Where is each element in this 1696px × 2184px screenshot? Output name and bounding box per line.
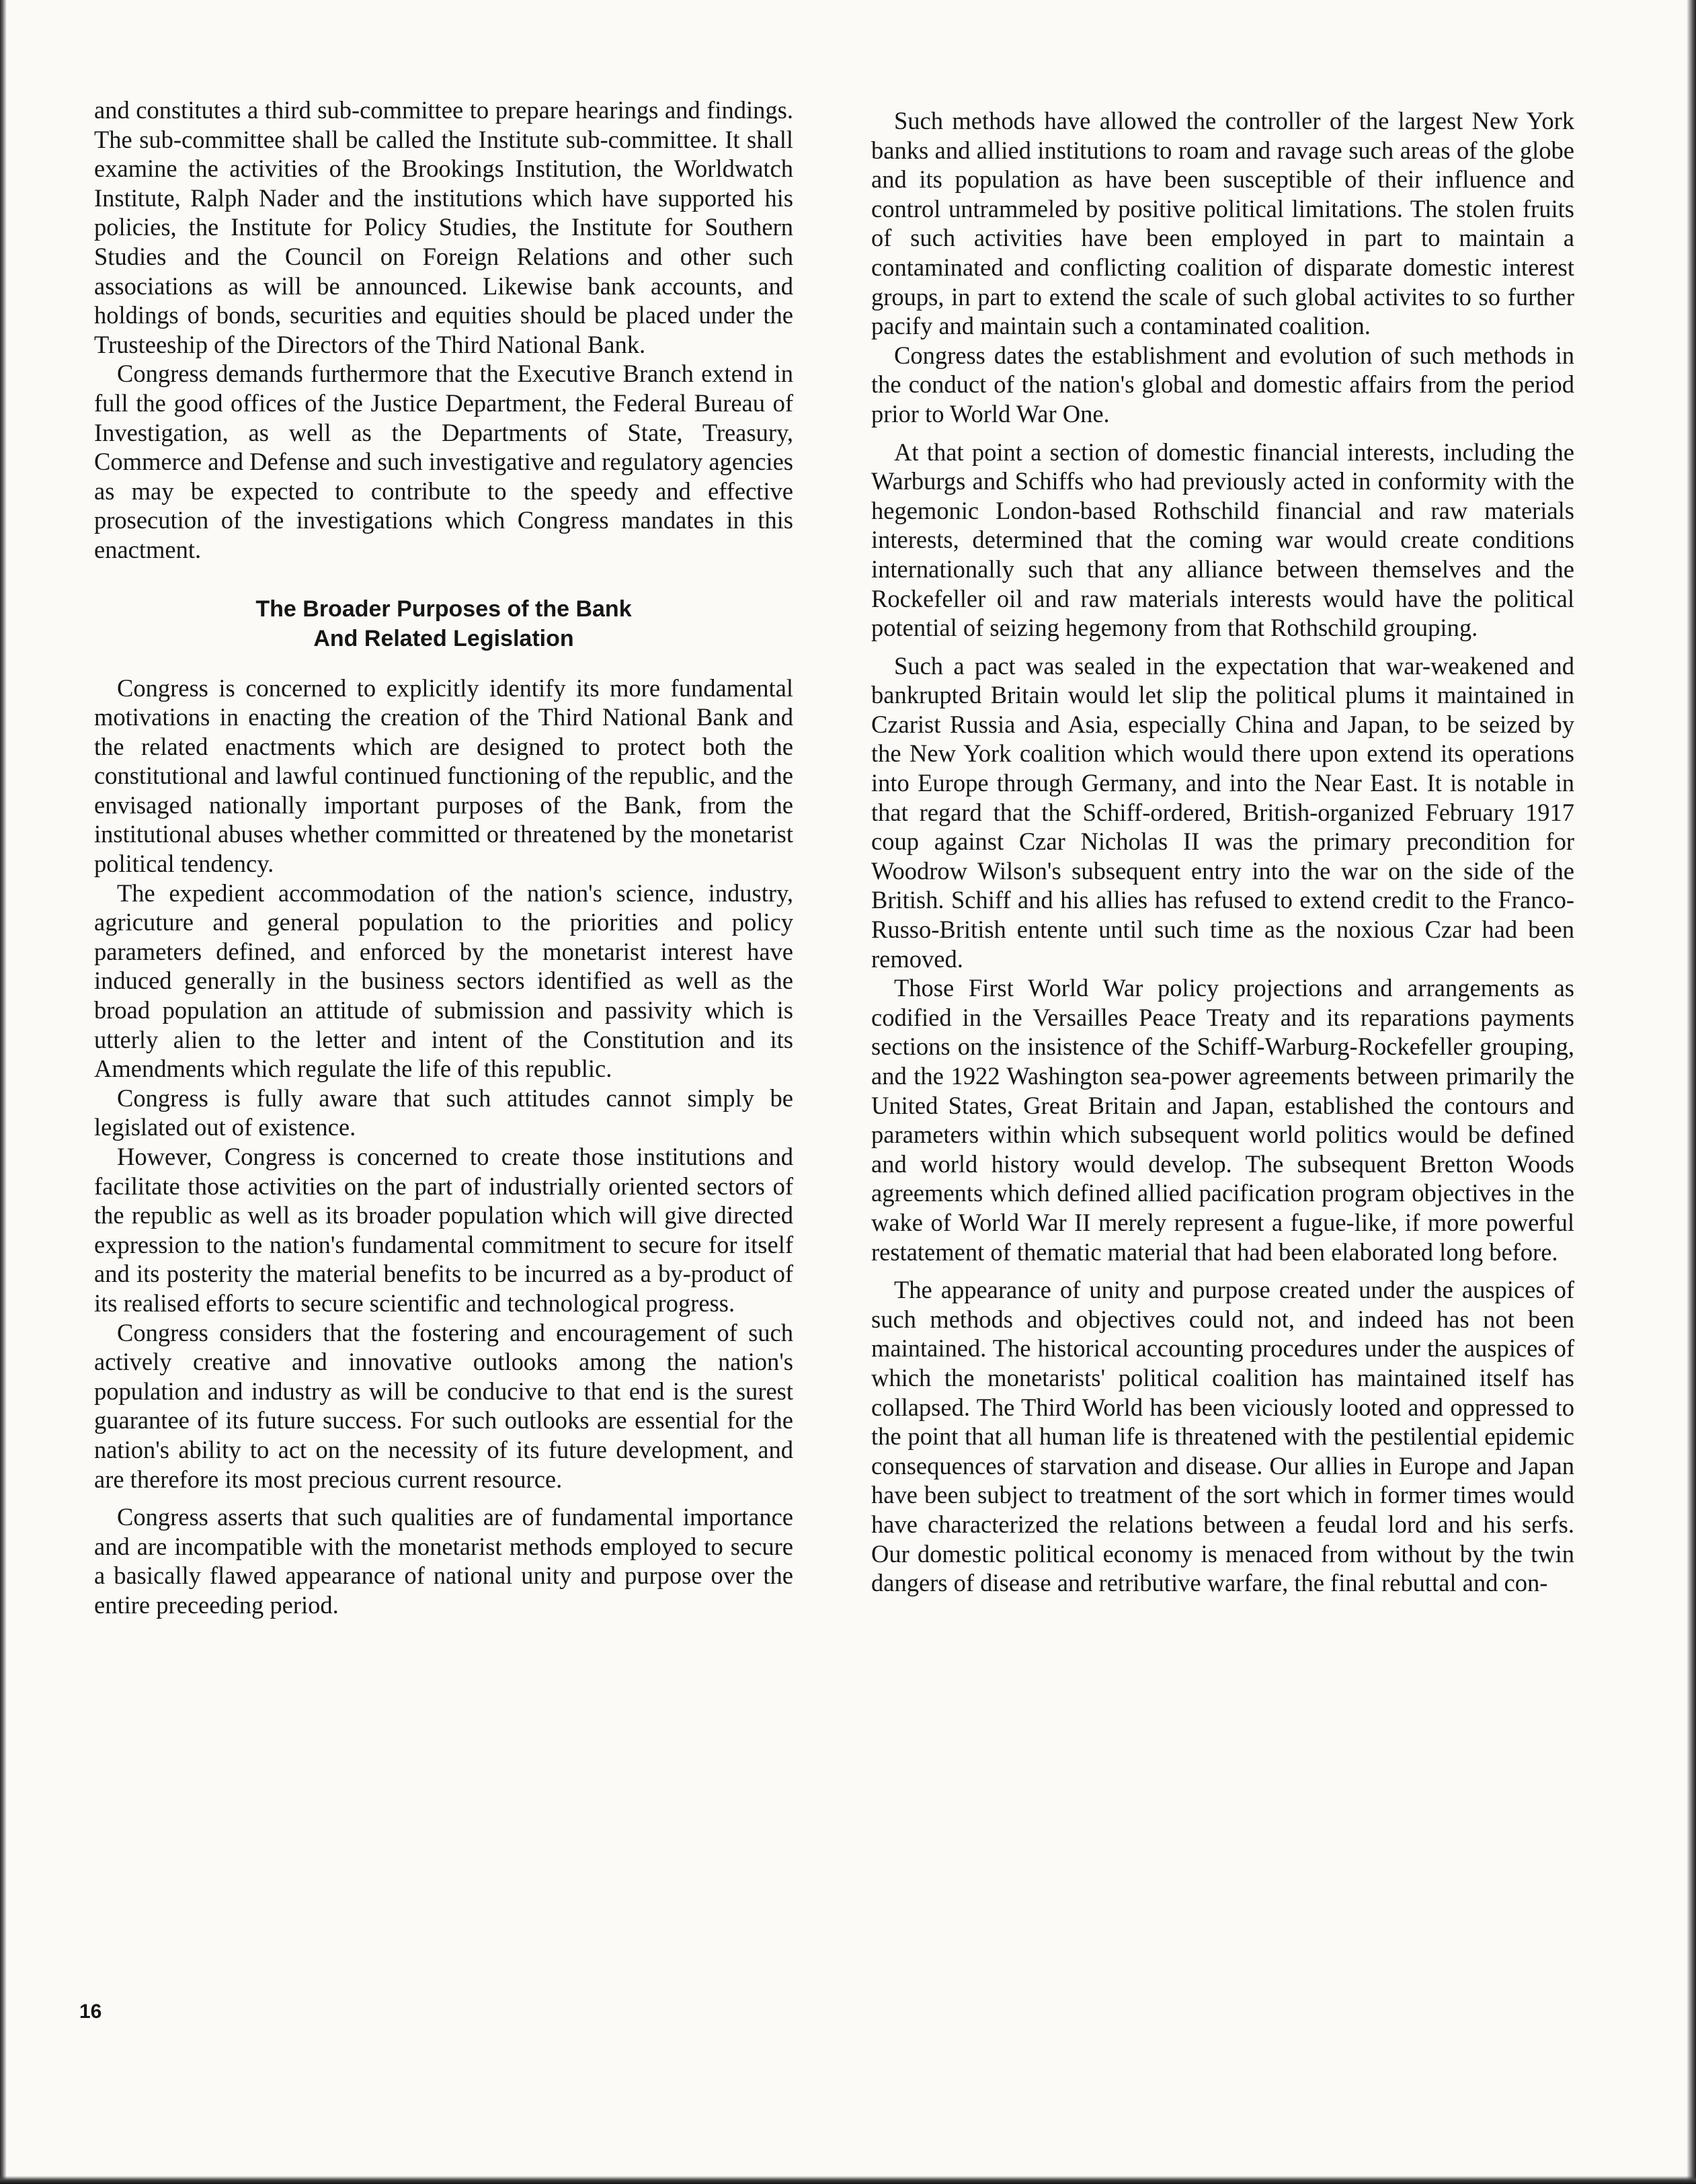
paragraph: At that point a section of domestic financial interests, including the Warburgs and Schiffs who had previously acted in conformity with the hegemonic London-based Rothschild financial and raw materials interests, determined that the coming war would create conditions internationally such that any alliance between themselves and the Rockefeller oil and raw materials interests would have the political potential of seizing hegemony from that Rothschild grouping.: [871, 438, 1574, 642]
left-column: [94, 95, 793, 1620]
paragraph: Those First World War policy projections and arrangements as codified in the Versailles Peace Treaty and its reparations payments sections on the insistence of the Schiff-Warburg-Rockefeller grouping, and the 1922 Washington sea-power agreements between primarily the United States, Great Britain and Japan, established the contours and parameters within which subsequent world politics would be defined and world history would develop. The subsequent Bretton Woods agreements which defined allied pacification program objectives in the wake of World War II merely represent a fugue-like, if more powerful restatement of thematic material that had been elaborated long before.: [871, 974, 1574, 1266]
page-number: 16: [79, 2000, 102, 2023]
section-heading-line: The Broader Purposes of the Bank: [255, 596, 632, 622]
paragraph: and constitutes a third sub-committee to prepare hearings and findings. The sub-committee shall be called the Institute sub-committee. It shall examine the activities of the Brookings Institution, the Worldwatch Institute, Ralph Nader and the institutions which have supported his policies, the Institute for Policy Studies, the Institute for Southern Studies and the Council on Foreign Relations and other such associations as will be announced. Likewise bank accounts, and holdings of bonds, securities and equities should be placed under the Trusteeship of the Directors of the Third National Bank.: [94, 96, 793, 358]
paragraph: Congress asserts that such qualities are of fundamental importance and are incompatible with the monetarist methods employed to secure a basically flawed appearance of national unity and purpose over the entire preceeding period.: [94, 1503, 793, 1619]
paragraph: Such methods have allowed the controller of the largest New York banks and allied institutions to roam and ravage such areas of the globe and its population as have been susceptible of their influence and control untrammeled by positive political limitations. The stolen fruits of such activities have been employed in part to maintain a contaminated and conflicting coalition of disparate domestic interest groups, in part to extend the scale of such global activites to so further pacify and maintain such a contaminated coalition.: [871, 107, 1574, 340]
page-edge-left: [0, 0, 7, 2184]
paragraph: The expedient accommodation of the nation's science, industry, agricuture and general population to the priorities and policy parameters defined, and enforced by the monetarist interest have induced generally in the business sectors identified as well as the broad population an attitude of submission and passivity which is utterly alien to the letter and intent of the Constitution and its Amendments which regulate the life of this republic.: [94, 879, 793, 1083]
page-edge-bottom: [0, 2176, 1696, 2184]
section-heading-line: And Related Legislation: [313, 625, 574, 651]
paragraph: Congress is concerned to explicitly identify its more fundamental motivations in enacting the creation of the Third National Bank and the related enactments which are designed to protect both the constitutional and lawful continued functioning of the republic, and the envisaged nationally important purposes of the Bank, from the institutional abuses whether committed or threatened by the monetarist political tendency.: [94, 674, 793, 878]
section-heading: [94, 594, 793, 653]
paragraph: Congress is fully aware that such attitudes cannot simply be legislated out of existence.: [94, 1084, 793, 1141]
paragraph: However, Congress is concerned to create those institutions and facilitate those activities on the part of industrially oriented sectors of the republic as well as its broader population which will give directed expression to the nation's fundamental commitment to secure for itself and its posterity the material benefits to be incurred as a by-product of its realised efforts to secure scientific and technological progress.: [94, 1143, 793, 1317]
page-edge-right: [1687, 0, 1696, 2184]
paragraph: Congress demands furthermore that the Executive Branch extend in full the good offices of the Justice Department, the Federal Bureau of Investigation, as well as the Departments of State, Treasury, Commerce and Defense and such investigative and regulatory agencies as may be expected to contribute to the speedy and effective prosecution of the investigations which Congress mandates in this enactment.: [94, 360, 793, 563]
paragraph: The appearance of unity and purpose created under the auspices of such methods and objectives could not, and indeed has not been maintained. The historical accounting procedures under the auspices of which the monetarists' political coalition has maintained itself has collapsed. The Third World has been viciously looted and oppressed to the point that all human life is threatened with the pestilential epidemic consequences of starvation and disease. Our allies in Europe and Japan have been subject to treatment of the sort which in former times would have characterized the relations between a feudal lord and his serfs. Our domestic political economy is menaced from without by the twin dangers of disease and retributive warfare, the final rebuttal and con-: [871, 1276, 1574, 1597]
right-column: [871, 106, 1574, 1598]
paragraph: Congress considers that the fostering and encouragement of such actively creative and innovative outlooks among the nation's population and industry as will be conducive to that end is the surest guarantee of its future success. For such outlooks are essential for the nation's ability to act on the necessity of its future development, and are therefore its most precious current resource.: [94, 1318, 793, 1493]
paragraph: Such a pact was sealed in the expectation that war-weakened and bankrupted Britain would let slip the political plums it maintained in Czarist Russia and Asia, especially China and Japan, to be seized by the New York coalition which would there upon extend its operations into Europe through Germany, and into the Near East. It is notable in that regard that the Schiff-ordered, British-organized February 1917 coup against Czar Nicholas II was the primary precondition for Woodrow Wilson's subsequent entry into the war on the side of the British. Schiff and his allies has refused to extend credit to the Franco-Russo-British entente until such time as the noxious Czar had been removed.: [871, 651, 1574, 973]
paragraph: Congress dates the establishment and evolution of such methods in the conduct of the nation's global and domestic affairs from the period prior to World War One.: [871, 341, 1574, 428]
